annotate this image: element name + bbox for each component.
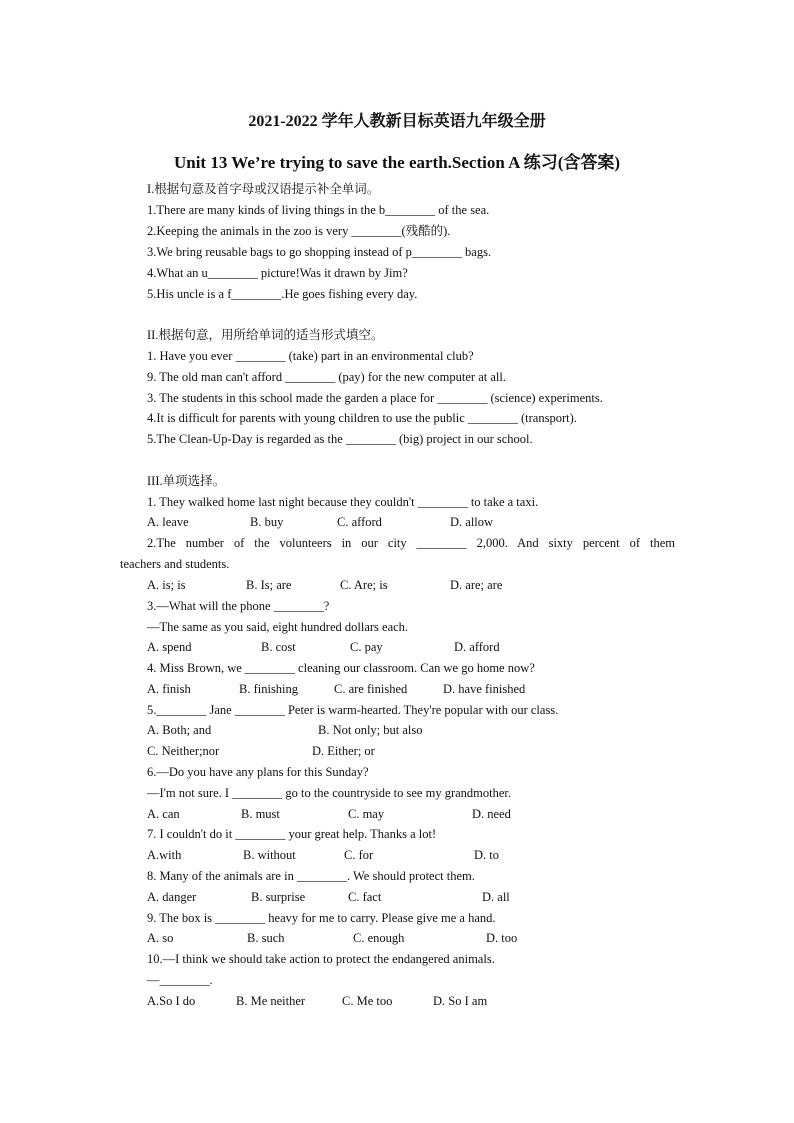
question-6-option-b: B. must xyxy=(241,807,280,821)
question-4-option-d: D. have finished xyxy=(443,682,526,696)
question-7-stem: 7. I couldn't do it ________ your great help. Thanks a lot! xyxy=(147,827,437,841)
section-1-item: 5.His uncle is a f________.He goes fishing every day. xyxy=(147,287,418,301)
section-1-heading: I.根据句意及首字母或汉语提示补全单词。 xyxy=(147,182,380,196)
question-10-option-b: B. Me neither xyxy=(236,994,306,1008)
question-3-option-b: B. cost xyxy=(261,640,296,654)
question-4-option-b: B. finishing xyxy=(239,682,299,696)
section-2-heading: II.根据句意，用所给单词的适当形式填空。 xyxy=(147,328,384,342)
document-title: 2021-2022 学年人教新目标英语九年级全册 xyxy=(248,113,546,130)
question-9-stem: 9. The box is ________ heavy for me to carry. Please give me a hand. xyxy=(147,911,496,925)
question-2-option-a: A. is; is xyxy=(147,578,186,592)
question-10-reply: —________. xyxy=(147,973,213,987)
question-6-option-d: D. need xyxy=(472,807,511,821)
question-7-option-a: A.with xyxy=(147,848,182,862)
question-1-stem: 1. They walked home last night because they couldn't ________ to take a taxi. xyxy=(147,495,539,509)
question-2-stem: 2.The number of the volunteers in our city ________ 2,000. And sixty percent of them xyxy=(147,536,675,550)
question-1-option-d: D. allow xyxy=(450,515,494,529)
section-1-item: 3.We bring reusable bags to go shopping instead of p________ bags. xyxy=(147,245,492,259)
question-5-option-b: B. Not only; but also xyxy=(318,723,423,737)
question-8-stem: 8. Many of the animals are in ________. We should protect them. xyxy=(147,869,475,883)
section-2-item: 4.It is difficult for parents with young children to use the public ________ (transport). xyxy=(147,411,577,425)
question-5-option-d: D. Either; or xyxy=(312,744,375,758)
question-7-option-c: C. for xyxy=(344,848,374,862)
question-4-stem: 4. Miss Brown, we ________ cleaning our classroom. Can we go home now? xyxy=(147,661,535,675)
question-1-option-c: C. afford xyxy=(337,515,382,529)
question-8-option-b: B. surprise xyxy=(251,890,306,904)
question-3-option-d: D. afford xyxy=(454,640,500,654)
document-subtitle: Unit 13 We’re trying to save the earth.Section A 练习(含答案) xyxy=(173,153,621,172)
question-1-option-b: B. buy xyxy=(250,515,284,529)
question-5-option-c: C. Neither;nor xyxy=(147,744,220,758)
question-5-option-a: A. Both; and xyxy=(147,723,212,737)
question-3-option-c: C. pay xyxy=(350,640,383,654)
question-9-option-c: C. enough xyxy=(353,931,405,945)
question-10-stem: 10.—I think we should take action to protect the endangered animals. xyxy=(147,952,495,966)
question-8-option-c: C. fact xyxy=(348,890,382,904)
question-7-option-d: D. to xyxy=(474,848,499,862)
question-2-option-c: C. Are; is xyxy=(340,578,388,592)
question-10-option-c: C. Me too xyxy=(342,994,393,1008)
section-2-item: 9. The old man can't afford ________ (pay) for the new computer at all. xyxy=(147,370,506,384)
section-2-item: 3. The students in this school made the garden a place for ________ (science) experiments. xyxy=(147,391,603,405)
section-1-item: 1.There are many kinds of living things in the b________ of the sea. xyxy=(147,203,490,217)
section-1-item: 2.Keeping the animals in the zoo is very ________(残酷的). xyxy=(147,224,451,238)
question-10-option-a: A.So I do xyxy=(147,994,196,1008)
question-7-option-b: B. without xyxy=(243,848,296,862)
question-8-option-d: D. all xyxy=(482,890,510,904)
section-2-item: 1. Have you ever ________ (take) part in an environmental club? xyxy=(147,349,474,363)
question-9-option-b: B. such xyxy=(247,931,285,945)
question-6-reply: —I'm not sure. I ________ go to the countryside to see my grandmother. xyxy=(147,786,511,800)
question-2-option-d: D. are; are xyxy=(450,578,503,592)
question-2-stem-cont: teachers and students. xyxy=(120,557,230,571)
section-1-item: 4.What an u________ picture!Was it drawn by Jim? xyxy=(147,266,408,280)
question-3-stem: 3.—What will the phone ________? xyxy=(147,599,330,613)
question-4-option-c: C. are finished xyxy=(334,682,408,696)
question-6-option-c: C. may xyxy=(348,807,385,821)
question-2-option-b: B. Is; are xyxy=(246,578,292,592)
question-3-reply: —The same as you said, eight hundred dollars each. xyxy=(147,620,409,634)
question-9-option-d: D. too xyxy=(486,931,518,945)
section-2-item: 5.The Clean-Up-Day is regarded as the ________ (big) project in our school. xyxy=(147,432,533,446)
section-3-heading: III.单项选择。 xyxy=(147,474,226,488)
question-6-option-a: A. can xyxy=(147,807,180,821)
question-3-option-a: A. spend xyxy=(147,640,192,654)
question-5-stem: 5.________ Jane ________ Peter is warm-hearted. They're popular with our class. xyxy=(147,703,559,717)
question-4-option-a: A. finish xyxy=(147,682,191,696)
question-1-option-a: A. leave xyxy=(147,515,189,529)
question-9-option-a: A. so xyxy=(147,931,174,945)
question-8-option-a: A. danger xyxy=(147,890,197,904)
question-6-stem: 6.—Do you have any plans for this Sunday? xyxy=(147,765,369,779)
question-10-option-d: D. So I am xyxy=(433,994,488,1008)
